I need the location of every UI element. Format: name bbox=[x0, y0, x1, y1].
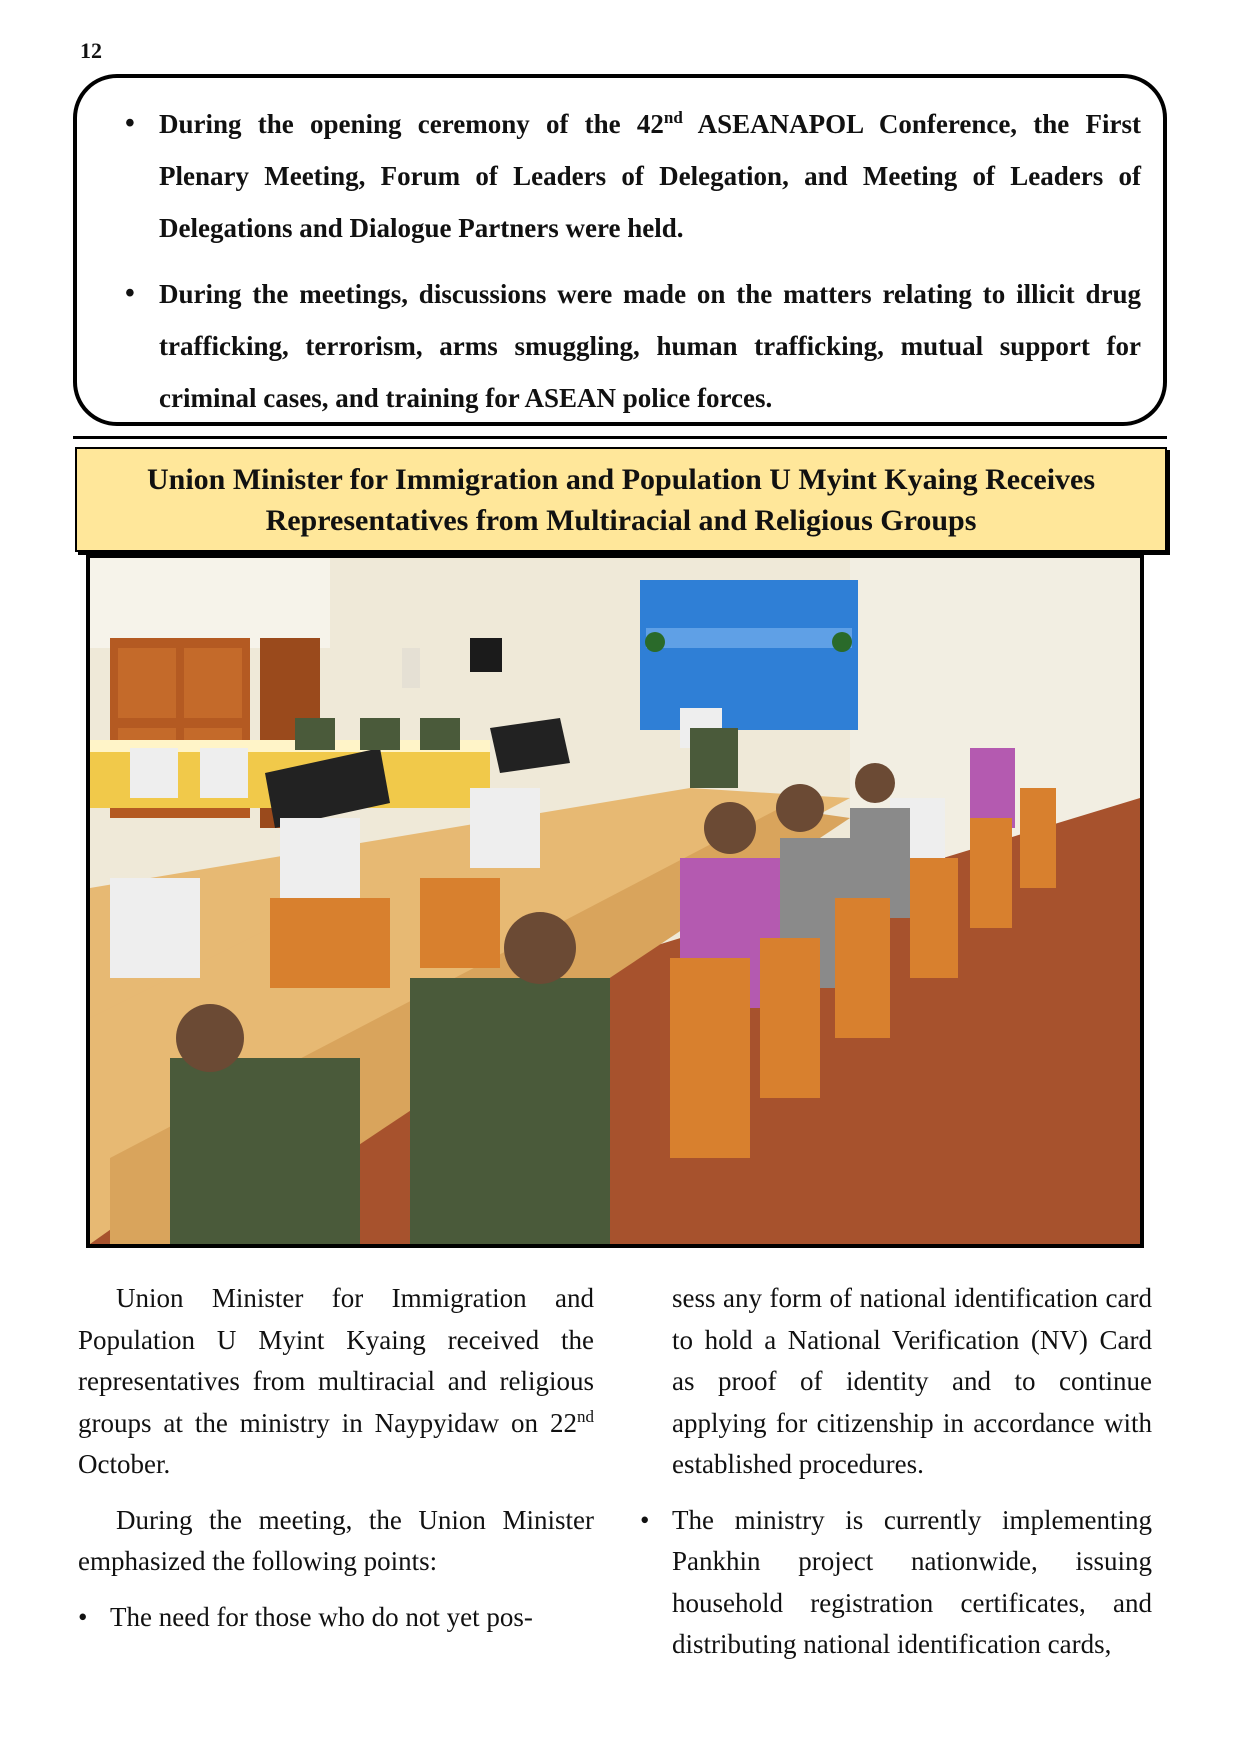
ordinal-suffix: nd bbox=[577, 1406, 594, 1426]
article-paragraph-1 bbox=[78, 1278, 594, 1486]
summary-bullet-2: • During the meetings, discussions were made on the matters relating to illicit drug trafficking, terrorism, arms smuggling, human trafficking, mutual support for criminal cases, and training for ASEAN police forces. bbox=[129, 268, 1141, 424]
article-bullet-1: • The need for those who do not yet pos- bbox=[78, 1597, 594, 1639]
summary-bullet-1-text: During the opening ceremony of the 42 bbox=[159, 109, 664, 139]
page-number: 12 bbox=[80, 38, 102, 63]
meeting-photo-illustration bbox=[90, 558, 1140, 1244]
article-paragraph-1-text: Union Minister for Immigration and Population U Myint Kyaing received the representatives from multiracial and religious groups at the ministry in Naypyidaw on 22 bbox=[78, 1283, 594, 1438]
article-heading-line-1: Union Minister for Immigration and Population U Myint Kyaing Receives bbox=[146, 462, 1096, 496]
section-divider bbox=[73, 436, 1167, 439]
article-heading-line-2: Representatives from Multiracial and Religious Groups bbox=[265, 503, 977, 537]
article-bullet-2: • The ministry is currently implementing Pankhin project nationwide, issuing household registration certificates, and distributing national identification cards, bbox=[640, 1500, 1152, 1666]
article-paragraph-2: During the meeting, the Union Minister emphasized the following points: bbox=[78, 1504, 594, 1576]
summary-bullet-box bbox=[73, 74, 1167, 426]
article-column-left bbox=[78, 1278, 594, 1652]
article-heading bbox=[75, 447, 1167, 552]
article-paragraph-1-text-end: October. bbox=[78, 1449, 171, 1479]
summary-bullet-1 bbox=[129, 98, 1141, 254]
meeting-photo bbox=[86, 554, 1144, 1248]
summary-bullet-1-text-cont: ASEANAPOL Conference, the First Plenary Meeting, Forum of Leaders of Delegation, and Meeting of Leaders of Delegations and Dialogue Partners were held. bbox=[159, 109, 1141, 243]
ordinal-suffix: nd bbox=[663, 108, 683, 127]
article-bullet-1-continued: sess any form of national identification card to hold a National Verification (NV) Card as proof of identity and to continue applying for citizenship in accordance with established procedures. bbox=[672, 1283, 1152, 1479]
article-column-right bbox=[640, 1278, 1152, 1680]
